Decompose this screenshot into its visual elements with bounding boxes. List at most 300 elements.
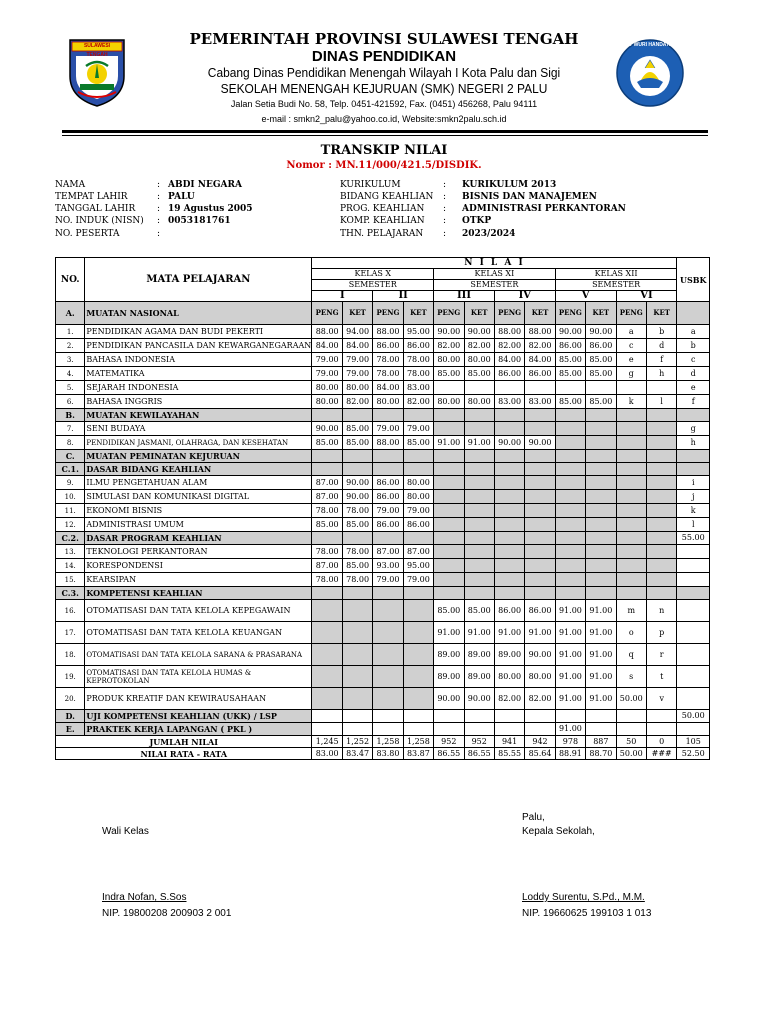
grade-cell: [312, 688, 342, 710]
grade-cell: [646, 436, 677, 450]
grade-cell: 86.00: [494, 367, 524, 381]
grade-cell: 90.00: [312, 422, 342, 436]
grade-cell: 82.00: [403, 395, 433, 409]
grade-cell: 91.00: [586, 600, 616, 622]
grade-cell: 86.00: [373, 490, 403, 504]
grade-cell: [555, 422, 585, 436]
header-no: NO.: [56, 258, 85, 302]
grade-cell: 85.00: [586, 353, 616, 367]
grade-cell: [646, 587, 677, 600]
grade-cell: [403, 463, 433, 476]
grade-cell: 90.00: [464, 688, 494, 710]
section-title: KOMPETENSI KEAHLIAN: [85, 587, 312, 600]
grade-cell: g: [616, 367, 646, 381]
grade-cell: [464, 504, 494, 518]
subject-name: PENDIDIKAN AGAMA DAN BUDI PEKERTI: [85, 325, 312, 339]
grade-cell: [312, 710, 342, 723]
usbk-cell: d: [677, 367, 710, 381]
grade-cell: 78.00: [342, 573, 372, 587]
grade-cell: [646, 518, 677, 532]
document-title: TRANSKIP NILAI: [320, 143, 448, 158]
grade-cell: [525, 573, 555, 587]
section-row: [56, 409, 710, 422]
jumlah-row: [56, 736, 710, 748]
usbk-cell: [677, 600, 710, 622]
colon: :: [443, 204, 447, 214]
grade-cell: [616, 436, 646, 450]
grade-cell: 91.00: [586, 688, 616, 710]
grade-cell: [586, 476, 616, 490]
grade-cell: [646, 381, 677, 395]
subject-name: OTOMATISASI DAN TATA KELOLA KEUANGAN: [85, 622, 312, 644]
grade-cell: 91.00: [464, 622, 494, 644]
grade-cell: [312, 723, 342, 736]
jumlah-value: 978: [555, 736, 585, 748]
grade-cell: [586, 490, 616, 504]
grade-cell: [646, 710, 677, 723]
grade-cell: [494, 532, 524, 545]
jumlah-value: 1,258: [403, 736, 433, 748]
grade-cell: [342, 463, 372, 476]
grade-cell: [464, 422, 494, 436]
subject-row: [56, 490, 710, 504]
colon: :: [443, 192, 447, 202]
grade-cell: [646, 422, 677, 436]
grade-cell: [646, 573, 677, 587]
grade-cell: [646, 723, 677, 736]
grade-cell: 87.00: [312, 490, 342, 504]
grade-cell: 83.00: [403, 381, 433, 395]
grade-cell: v: [646, 688, 677, 710]
grade-cell: [464, 409, 494, 422]
grade-cell: 86.00: [373, 476, 403, 490]
value-thn-pelajaran: 2023/2024: [462, 229, 516, 239]
subject-name: BAHASA INDONESIA: [85, 353, 312, 367]
grade-cell: [616, 559, 646, 573]
header-semester: SEMESTER: [312, 280, 434, 291]
jumlah-value: 1,252: [342, 736, 372, 748]
grade-cell: [616, 587, 646, 600]
grade-cell: [646, 450, 677, 463]
header-rule-thin: [62, 135, 708, 136]
grade-cell: 90.00: [555, 325, 585, 339]
subject-row: [56, 688, 710, 710]
section-title: MUATAN PEMINATAN KEJURUAN: [85, 450, 312, 463]
section-row: [56, 587, 710, 600]
grade-cell: [464, 490, 494, 504]
subject-row: [56, 422, 710, 436]
colon: :: [443, 180, 447, 190]
grade-cell: [434, 532, 464, 545]
section-title: MUATAN KEWILAYAHAN: [85, 409, 312, 422]
grade-cell: 90.00: [525, 436, 555, 450]
grade-cell: [312, 644, 342, 666]
grade-cell: [616, 518, 646, 532]
grade-cell: 91.00: [555, 688, 585, 710]
row-number: 16.: [56, 600, 85, 622]
usbk-cell: [677, 587, 710, 600]
grade-cell: [646, 476, 677, 490]
grade-cell: 86.00: [373, 339, 403, 353]
grade-cell: q: [616, 644, 646, 666]
grade-cell: 80.00: [494, 666, 524, 688]
grade-cell: [434, 559, 464, 573]
grade-cell: [464, 450, 494, 463]
grade-cell: [616, 545, 646, 559]
row-number: 6.: [56, 395, 85, 409]
grade-cell: 87.00: [312, 476, 342, 490]
grade-cell: [494, 409, 524, 422]
grade-cell: [373, 644, 403, 666]
grade-cell: [373, 666, 403, 688]
usbk-score: 50.00: [677, 710, 710, 723]
grade-cell: [525, 476, 555, 490]
grade-cell: [464, 518, 494, 532]
grade-cell: 50.00: [616, 688, 646, 710]
usbk-cell: [677, 723, 710, 736]
grade-cell: [616, 381, 646, 395]
grade-cell: [403, 666, 433, 688]
usbk-cell: [677, 450, 710, 463]
jumlah-value: 887: [586, 736, 616, 748]
usbk-cell: h: [677, 436, 710, 450]
header-mata-pelajaran: MATA PELAJARAN: [85, 258, 312, 302]
grade-cell: [586, 381, 616, 395]
wali-kelas-title: Wali Kelas: [102, 826, 149, 837]
grade-cell: [373, 688, 403, 710]
grade-cell: 78.00: [373, 367, 403, 381]
peng-header: PENG: [312, 302, 342, 325]
grade-cell: [464, 545, 494, 559]
grade-cell: 85.00: [555, 367, 585, 381]
tut-wuri-handayani-text: TUT WURI HANDAYANI: [622, 42, 678, 48]
grade-cell: 85.00: [342, 422, 372, 436]
grade-cell: [312, 666, 342, 688]
grade-cell: 80.00: [403, 490, 433, 504]
grade-cell: [312, 409, 342, 422]
row-number: 15.: [56, 573, 85, 587]
subject-row: [56, 395, 710, 409]
section-title: PRAKTEK KERJA LAPANGAN ( PKL ): [85, 723, 312, 736]
grade-cell: [312, 450, 342, 463]
colon: :: [443, 229, 447, 239]
grade-cell: [646, 504, 677, 518]
grade-cell: 78.00: [312, 545, 342, 559]
grade-cell: 84.00: [525, 353, 555, 367]
grade-cell: [464, 532, 494, 545]
subject-name: OTOMATISASI DAN TATA KELOLA HUMAS & KEPROTOKOLAN: [85, 666, 312, 688]
colon: :: [157, 180, 161, 190]
subject-row: [56, 436, 710, 450]
grade-cell: [464, 381, 494, 395]
label-kurikulum: KURIKULUM: [340, 180, 401, 190]
rata-value: 88.91: [555, 748, 585, 760]
grade-cell: a: [616, 325, 646, 339]
grade-cell: [586, 559, 616, 573]
subject-row: [56, 600, 710, 622]
grade-cell: [616, 490, 646, 504]
grade-cell: 91.00: [586, 622, 616, 644]
grade-cell: 80.00: [434, 353, 464, 367]
grade-cell: 89.00: [494, 644, 524, 666]
label-nisn: NO. INDUK (NISN): [55, 216, 144, 226]
grade-cell: 87.00: [403, 545, 433, 559]
subject-name: SENI BUDAYA: [85, 422, 312, 436]
grade-cell: [434, 476, 464, 490]
grade-cell: b: [646, 325, 677, 339]
grade-cell: 83.00: [494, 395, 524, 409]
subject-row: [56, 518, 710, 532]
row-number: 14.: [56, 559, 85, 573]
grade-cell: [586, 463, 616, 476]
grade-cell: [525, 490, 555, 504]
subject-name: SIMULASI DAN KOMUNIKASI DIGITAL: [85, 490, 312, 504]
grade-cell: [464, 710, 494, 723]
grade-cell: [586, 723, 616, 736]
colon: :: [157, 229, 161, 239]
grade-cell: [525, 559, 555, 573]
school-address: Jalan Setia Budi No. 58, Telp. 0451-421592, Fax. (0451) 456268, Palu 94111: [230, 99, 538, 109]
grade-cell: 79.00: [373, 422, 403, 436]
grade-cell: [555, 573, 585, 587]
grade-cell: 89.00: [434, 644, 464, 666]
subject-name: EKONOMI BISNIS: [85, 504, 312, 518]
grade-cell: [312, 600, 342, 622]
subject-row: [56, 476, 710, 490]
usbk-cell: b: [677, 339, 710, 353]
grade-cell: [525, 422, 555, 436]
label-bidang-keahlian: BIDANG KEAHLIAN: [340, 192, 434, 202]
grade-cell: m: [616, 600, 646, 622]
jumlah-value: 952: [434, 736, 464, 748]
grade-cell: 85.00: [586, 367, 616, 381]
grade-cell: t: [646, 666, 677, 688]
grade-cell: [586, 409, 616, 422]
grade-cell: [555, 587, 585, 600]
grade-cell: 82.00: [342, 395, 372, 409]
row-number: 12.: [56, 518, 85, 532]
grade-cell: [616, 723, 646, 736]
grade-cell: [464, 476, 494, 490]
grade-cell: [586, 587, 616, 600]
usbk-cell: c: [677, 353, 710, 367]
grade-cell: 85.00: [312, 518, 342, 532]
grade-cell: 84.00: [342, 339, 372, 353]
semester-i: I: [312, 291, 373, 302]
grade-cell: [403, 450, 433, 463]
grade-cell: 85.00: [464, 600, 494, 622]
usbk-cell: [677, 302, 710, 325]
signature-place: Palu,: [522, 812, 545, 823]
row-number: 20.: [56, 688, 85, 710]
colon: :: [157, 204, 161, 214]
grade-cell: [373, 532, 403, 545]
usbk-cell: [677, 463, 710, 476]
grade-cell: 91.00: [586, 666, 616, 688]
section-row: [56, 710, 710, 723]
grade-cell: 93.00: [373, 559, 403, 573]
header-nilai: N I L A I: [312, 258, 677, 269]
grade-cell: [586, 436, 616, 450]
grade-cell: 79.00: [403, 573, 433, 587]
value-tempat-lahir: PALU: [168, 192, 195, 202]
grade-cell: 79.00: [342, 353, 372, 367]
grade-cell: 80.00: [342, 381, 372, 395]
grade-cell: [646, 532, 677, 545]
branch-heading: Cabang Dinas Pendidikan Menengah Wilayah I Kota Palu dan Sigi: [207, 65, 561, 80]
grade-cell: 84.00: [312, 339, 342, 353]
subject-name: BAHASA INGGRIS: [85, 395, 312, 409]
rata-value: 83.80: [373, 748, 403, 760]
grade-cell: 91.00: [434, 622, 464, 644]
grade-cell: [616, 463, 646, 476]
grade-cell: r: [646, 644, 677, 666]
grade-cell: 91.00: [555, 600, 585, 622]
rata-value: 85.64: [525, 748, 555, 760]
kepala-sekolah-name: Loddy Surentu, S.Pd., M.M.: [522, 892, 645, 903]
grade-cell: 85.00: [434, 600, 464, 622]
usbk-cell: e: [677, 381, 710, 395]
row-number: 3.: [56, 353, 85, 367]
jumlah-value: 0: [646, 736, 677, 748]
grade-cell: 88.00: [494, 325, 524, 339]
kepala-sekolah-title: Kepala Sekolah,: [522, 826, 595, 837]
grade-cell: 84.00: [373, 381, 403, 395]
subject-row: [56, 367, 710, 381]
usbk-score: 55.00: [677, 532, 710, 545]
subject-name: OTOMATISASI DAN TATA KELOLA SARANA & PRASARANA: [85, 644, 312, 666]
grade-cell: [525, 450, 555, 463]
grade-cell: [646, 490, 677, 504]
grade-cell: [464, 573, 494, 587]
grade-cell: [555, 450, 585, 463]
grade-cell: [434, 450, 464, 463]
grade-cell: [434, 587, 464, 600]
grade-cell: [403, 587, 433, 600]
grade-cell: [494, 723, 524, 736]
subject-row: [56, 622, 710, 644]
grade-cell: [555, 518, 585, 532]
subject-name: OTOMATISASI DAN TATA KELOLA KEPEGAWAIN: [85, 600, 312, 622]
rata-value: 83.00: [312, 748, 342, 760]
grade-cell: [373, 600, 403, 622]
grade-cell: [342, 409, 372, 422]
subject-name: ILMU PENGETAHUAN ALAM: [85, 476, 312, 490]
jumlah-value: 50: [616, 736, 646, 748]
grade-cell: [646, 409, 677, 422]
subject-name: TEKNOLOGI PERKANTORAN: [85, 545, 312, 559]
grade-cell: 78.00: [312, 573, 342, 587]
grade-cell: [646, 545, 677, 559]
grade-cell: 86.00: [403, 518, 433, 532]
grade-cell: [555, 381, 585, 395]
grade-cell: 88.00: [373, 325, 403, 339]
grade-cell: [464, 559, 494, 573]
grade-cell: 85.00: [342, 559, 372, 573]
grade-cell: 88.00: [312, 325, 342, 339]
usbk-cell: [677, 688, 710, 710]
section-title: DASAR BIDANG KEAHLIAN: [85, 463, 312, 476]
school-heading: SEKOLAH MENENGAH KEJURUAN (SMK) NEGERI 2 PALU: [220, 81, 548, 96]
grade-cell: 86.00: [525, 367, 555, 381]
value-nama: ABDI NEGARA: [168, 180, 242, 190]
grades-table: [55, 257, 710, 760]
usbk-cell: [677, 622, 710, 644]
grade-cell: 88.00: [373, 436, 403, 450]
rata-value: 50.00: [616, 748, 646, 760]
grade-cell: [373, 622, 403, 644]
government-heading: PEMERINTAH PROVINSI SULAWESI TENGAH: [189, 30, 579, 48]
grade-cell: 85.00: [312, 436, 342, 450]
row-number: 2.: [56, 339, 85, 353]
label-prog-keahlian: PROG. KEAHLIAN: [340, 204, 425, 214]
grade-cell: [434, 518, 464, 532]
subject-name: KORESPONDENSI: [85, 559, 312, 573]
semester-ii: II: [373, 291, 434, 302]
jumlah-value: 1,258: [373, 736, 403, 748]
grade-cell: [464, 587, 494, 600]
label-no-peserta: NO. PESERTA: [55, 229, 120, 239]
grade-cell: 91.00: [434, 436, 464, 450]
grade-cell: [494, 504, 524, 518]
section-row: [56, 723, 710, 736]
grade-cell: [312, 622, 342, 644]
grade-cell: [586, 532, 616, 545]
grade-cell: 78.00: [342, 545, 372, 559]
jumlah-label: JUMLAH NILAI: [56, 736, 312, 748]
value-nisn: 0053181761: [168, 216, 231, 226]
grade-cell: [342, 688, 372, 710]
usbk-cell: [677, 409, 710, 422]
rata-label: NILAI RATA - RATA: [56, 748, 312, 760]
grade-cell: 85.00: [403, 436, 433, 450]
row-number: 9.: [56, 476, 85, 490]
grade-cell: [494, 573, 524, 587]
grade-cell: [616, 409, 646, 422]
grade-cell: [525, 381, 555, 395]
grade-cell: [646, 559, 677, 573]
grade-cell: [555, 559, 585, 573]
grade-cell: 91.00: [555, 666, 585, 688]
grade-cell: [403, 710, 433, 723]
grade-cell: [342, 644, 372, 666]
subject-name: PENDIDIKAN PANCASILA DAN KEWARGANEGARAAN: [85, 339, 312, 353]
grade-cell: [525, 545, 555, 559]
grade-cell: 79.00: [312, 353, 342, 367]
grade-cell: [586, 518, 616, 532]
grade-cell: 79.00: [342, 367, 372, 381]
grade-cell: [616, 532, 646, 545]
peng-header: PENG: [494, 302, 524, 325]
grade-cell: [342, 587, 372, 600]
subject-row: [56, 666, 710, 688]
grade-cell: 80.00: [464, 395, 494, 409]
grade-cell: 86.00: [403, 339, 433, 353]
subject-row: [56, 545, 710, 559]
grade-cell: 86.00: [586, 339, 616, 353]
grade-cell: [342, 666, 372, 688]
grade-cell: 82.00: [525, 688, 555, 710]
header-kelas-xi: KELAS XI: [434, 269, 556, 280]
grade-cell: [403, 532, 433, 545]
jumlah-value: 1,245: [312, 736, 342, 748]
grade-cell: [434, 381, 464, 395]
grade-cell: s: [616, 666, 646, 688]
grade-cell: h: [646, 367, 677, 381]
label-nama: NAMA: [55, 180, 86, 190]
value-kurikulum: KURIKULUM 2013: [462, 180, 557, 190]
grade-cell: 79.00: [403, 504, 433, 518]
